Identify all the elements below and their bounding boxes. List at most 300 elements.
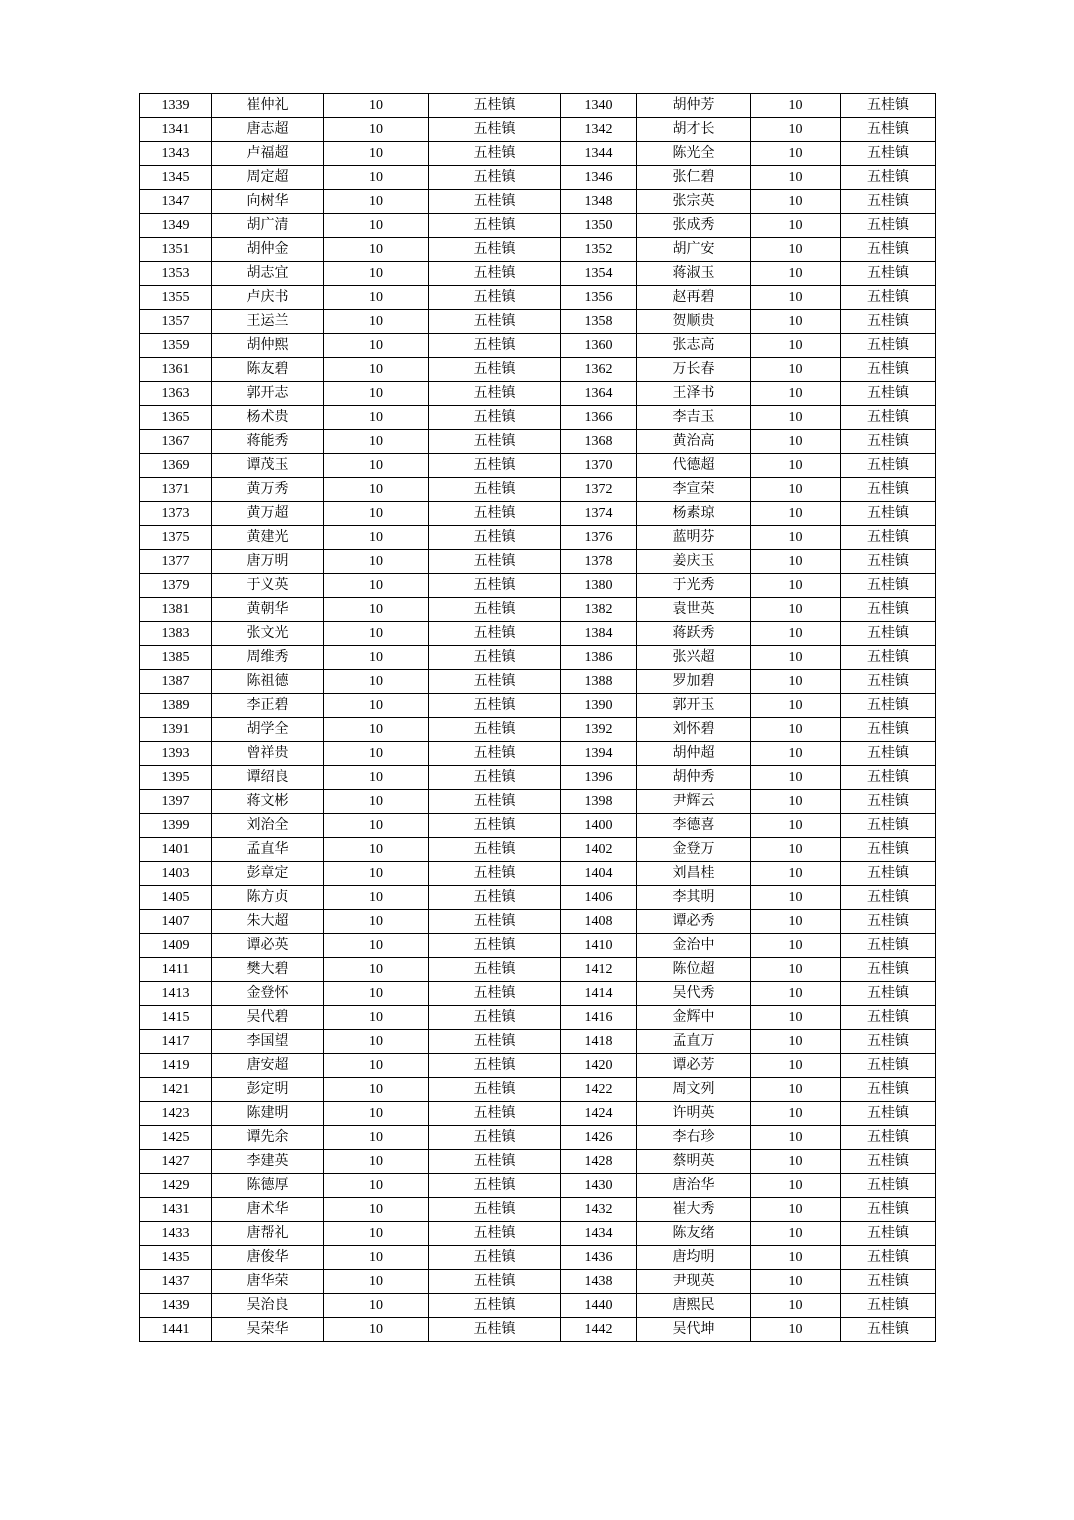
cell-score: 10: [324, 838, 429, 862]
cell-id: 1348: [561, 190, 637, 214]
cell-score: 10: [324, 742, 429, 766]
cell-town: 五桂镇: [841, 742, 936, 766]
cell-name: 郭开玉: [637, 694, 751, 718]
cell-id: 1358: [561, 310, 637, 334]
cell-id: 1398: [561, 790, 637, 814]
cell-town: 五桂镇: [429, 526, 561, 550]
cell-score: 10: [751, 1270, 841, 1294]
cell-id: 1399: [140, 814, 212, 838]
cell-town: 五桂镇: [429, 1150, 561, 1174]
cell-score: 10: [751, 550, 841, 574]
cell-name: 刘昌桂: [637, 862, 751, 886]
cell-score: 10: [324, 214, 429, 238]
cell-score: 10: [751, 1102, 841, 1126]
cell-id: 1421: [140, 1078, 212, 1102]
cell-score: 10: [324, 1294, 429, 1318]
cell-town: 五桂镇: [429, 1198, 561, 1222]
cell-town: 五桂镇: [841, 358, 936, 382]
cell-town: 五桂镇: [429, 310, 561, 334]
cell-score: 10: [751, 574, 841, 598]
cell-score: 10: [751, 1246, 841, 1270]
cell-town: 五桂镇: [429, 982, 561, 1006]
cell-town: 五桂镇: [841, 886, 936, 910]
table-row: [140, 262, 936, 286]
table-row: [140, 1198, 936, 1222]
cell-town: 五桂镇: [841, 118, 936, 142]
cell-id: 1425: [140, 1126, 212, 1150]
cell-town: 五桂镇: [429, 598, 561, 622]
cell-town: 五桂镇: [429, 886, 561, 910]
cell-name: 胡广安: [637, 238, 751, 262]
cell-score: 10: [751, 1078, 841, 1102]
table-row: [140, 502, 936, 526]
cell-town: 五桂镇: [841, 862, 936, 886]
cell-score: 10: [751, 190, 841, 214]
cell-town: 五桂镇: [841, 814, 936, 838]
cell-name: 张仁碧: [637, 166, 751, 190]
cell-id: 1409: [140, 934, 212, 958]
cell-town: 五桂镇: [841, 214, 936, 238]
cell-town: 五桂镇: [429, 550, 561, 574]
table-row: [140, 550, 936, 574]
cell-name: 李建英: [212, 1150, 324, 1174]
table-row: [140, 718, 936, 742]
cell-score: 10: [751, 646, 841, 670]
cell-score: 10: [324, 1318, 429, 1342]
cell-score: 10: [324, 406, 429, 430]
cell-score: 10: [751, 286, 841, 310]
cell-town: 五桂镇: [429, 1006, 561, 1030]
cell-town: 五桂镇: [841, 1102, 936, 1126]
table-row: [140, 214, 936, 238]
cell-score: 10: [751, 790, 841, 814]
cell-name: 曾祥贵: [212, 742, 324, 766]
cell-score: 10: [324, 1126, 429, 1150]
cell-id: 1419: [140, 1054, 212, 1078]
table-row: [140, 94, 936, 118]
cell-name: 胡仲金: [212, 238, 324, 262]
table-row: [140, 1054, 936, 1078]
cell-town: 五桂镇: [429, 334, 561, 358]
table-row: [140, 766, 936, 790]
table-row: [140, 670, 936, 694]
cell-id: 1402: [561, 838, 637, 862]
cell-score: 10: [751, 1318, 841, 1342]
cell-score: 10: [324, 910, 429, 934]
cell-town: 五桂镇: [429, 622, 561, 646]
cell-town: 五桂镇: [841, 1174, 936, 1198]
cell-score: 10: [751, 262, 841, 286]
cell-name: 李吉玉: [637, 406, 751, 430]
cell-score: 10: [324, 502, 429, 526]
cell-id: 1429: [140, 1174, 212, 1198]
cell-name: 孟直华: [212, 838, 324, 862]
cell-id: 1395: [140, 766, 212, 790]
cell-town: 五桂镇: [841, 550, 936, 574]
cell-name: 谭先余: [212, 1126, 324, 1150]
cell-id: 1405: [140, 886, 212, 910]
cell-name: 贺顺贵: [637, 310, 751, 334]
cell-name: 谭绍良: [212, 766, 324, 790]
table-row: [140, 478, 936, 502]
cell-town: 五桂镇: [429, 358, 561, 382]
cell-score: 10: [751, 118, 841, 142]
cell-score: 10: [751, 862, 841, 886]
cell-town: 五桂镇: [841, 958, 936, 982]
cell-id: 1433: [140, 1222, 212, 1246]
cell-score: 10: [324, 694, 429, 718]
cell-town: 五桂镇: [429, 814, 561, 838]
cell-id: 1434: [561, 1222, 637, 1246]
cell-id: 1416: [561, 1006, 637, 1030]
cell-name: 谭必英: [212, 934, 324, 958]
cell-name: 蒋能秀: [212, 430, 324, 454]
cell-score: 10: [324, 1054, 429, 1078]
cell-town: 五桂镇: [841, 574, 936, 598]
cell-town: 五桂镇: [429, 1246, 561, 1270]
cell-score: 10: [751, 1174, 841, 1198]
cell-id: 1417: [140, 1030, 212, 1054]
cell-score: 10: [751, 142, 841, 166]
cell-id: 1439: [140, 1294, 212, 1318]
cell-id: 1359: [140, 334, 212, 358]
cell-name: 姜庆玉: [637, 550, 751, 574]
cell-name: 唐熙民: [637, 1294, 751, 1318]
cell-name: 李右珍: [637, 1126, 751, 1150]
cell-town: 五桂镇: [841, 526, 936, 550]
cell-score: 10: [751, 1054, 841, 1078]
cell-town: 五桂镇: [429, 766, 561, 790]
cell-score: 10: [751, 1006, 841, 1030]
cell-id: 1354: [561, 262, 637, 286]
cell-name: 唐术华: [212, 1198, 324, 1222]
cell-name: 唐治华: [637, 1174, 751, 1198]
cell-score: 10: [751, 334, 841, 358]
cell-id: 1391: [140, 718, 212, 742]
table-row: [140, 166, 936, 190]
cell-name: 罗加碧: [637, 670, 751, 694]
cell-name: 胡仲芳: [637, 94, 751, 118]
cell-score: 10: [324, 766, 429, 790]
cell-score: 10: [324, 646, 429, 670]
cell-town: 五桂镇: [429, 694, 561, 718]
cell-id: 1414: [561, 982, 637, 1006]
cell-town: 五桂镇: [841, 166, 936, 190]
table-row: [140, 358, 936, 382]
cell-score: 10: [324, 262, 429, 286]
table-row: [140, 334, 936, 358]
cell-town: 五桂镇: [429, 118, 561, 142]
cell-id: 1361: [140, 358, 212, 382]
cell-name: 胡才长: [637, 118, 751, 142]
cell-name: 黄建光: [212, 526, 324, 550]
cell-name: 陈光全: [637, 142, 751, 166]
cell-town: 五桂镇: [429, 502, 561, 526]
cell-name: 王泽书: [637, 382, 751, 406]
cell-id: 1352: [561, 238, 637, 262]
cell-id: 1353: [140, 262, 212, 286]
cell-name: 唐安超: [212, 1054, 324, 1078]
cell-name: 刘治全: [212, 814, 324, 838]
cell-town: 五桂镇: [841, 430, 936, 454]
cell-score: 10: [324, 790, 429, 814]
cell-score: 10: [324, 1270, 429, 1294]
cell-id: 1406: [561, 886, 637, 910]
cell-id: 1347: [140, 190, 212, 214]
cell-name: 万长春: [637, 358, 751, 382]
roster-table: [139, 93, 936, 1342]
cell-name: 孟直万: [637, 1030, 751, 1054]
cell-town: 五桂镇: [841, 1198, 936, 1222]
cell-town: 五桂镇: [841, 1246, 936, 1270]
cell-score: 10: [751, 478, 841, 502]
cell-id: 1340: [561, 94, 637, 118]
cell-town: 五桂镇: [429, 670, 561, 694]
cell-name: 谭必秀: [637, 910, 751, 934]
table-row: [140, 790, 936, 814]
cell-name: 张文光: [212, 622, 324, 646]
cell-id: 1346: [561, 166, 637, 190]
cell-score: 10: [751, 310, 841, 334]
cell-id: 1342: [561, 118, 637, 142]
cell-id: 1383: [140, 622, 212, 646]
table-body: [140, 94, 936, 1342]
table-row: [140, 622, 936, 646]
cell-town: 五桂镇: [841, 190, 936, 214]
cell-name: 唐均明: [637, 1246, 751, 1270]
cell-id: 1360: [561, 334, 637, 358]
cell-name: 陈建明: [212, 1102, 324, 1126]
table-row: [140, 382, 936, 406]
cell-score: 10: [324, 334, 429, 358]
cell-id: 1438: [561, 1270, 637, 1294]
cell-score: 10: [751, 238, 841, 262]
cell-town: 五桂镇: [841, 910, 936, 934]
cell-score: 10: [324, 1150, 429, 1174]
cell-name: 胡志宜: [212, 262, 324, 286]
cell-id: 1396: [561, 766, 637, 790]
cell-id: 1436: [561, 1246, 637, 1270]
cell-name: 蒋淑玉: [637, 262, 751, 286]
cell-id: 1379: [140, 574, 212, 598]
cell-town: 五桂镇: [429, 1294, 561, 1318]
cell-name: 唐志超: [212, 118, 324, 142]
cell-town: 五桂镇: [841, 454, 936, 478]
cell-score: 10: [324, 1246, 429, 1270]
cell-score: 10: [324, 1030, 429, 1054]
table-row: [140, 1150, 936, 1174]
cell-score: 10: [751, 358, 841, 382]
cell-id: 1413: [140, 982, 212, 1006]
cell-score: 10: [324, 886, 429, 910]
cell-town: 五桂镇: [841, 646, 936, 670]
cell-id: 1440: [561, 1294, 637, 1318]
cell-name: 吴代秀: [637, 982, 751, 1006]
cell-town: 五桂镇: [429, 1030, 561, 1054]
cell-score: 10: [324, 550, 429, 574]
cell-name: 张宗英: [637, 190, 751, 214]
cell-name: 郭开志: [212, 382, 324, 406]
cell-id: 1380: [561, 574, 637, 598]
cell-score: 10: [324, 286, 429, 310]
cell-id: 1404: [561, 862, 637, 886]
cell-town: 五桂镇: [841, 262, 936, 286]
cell-id: 1390: [561, 694, 637, 718]
cell-name: 谭必芳: [637, 1054, 751, 1078]
cell-name: 张志高: [637, 334, 751, 358]
cell-id: 1341: [140, 118, 212, 142]
cell-id: 1411: [140, 958, 212, 982]
cell-name: 蒋文彬: [212, 790, 324, 814]
cell-id: 1400: [561, 814, 637, 838]
cell-score: 10: [751, 526, 841, 550]
cell-town: 五桂镇: [429, 94, 561, 118]
table-row: [140, 286, 936, 310]
cell-town: 五桂镇: [841, 310, 936, 334]
cell-score: 10: [324, 862, 429, 886]
cell-score: 10: [324, 238, 429, 262]
cell-name: 谭茂玉: [212, 454, 324, 478]
cell-name: 陈祖德: [212, 670, 324, 694]
cell-name: 李正碧: [212, 694, 324, 718]
cell-id: 1351: [140, 238, 212, 262]
cell-name: 李宣荣: [637, 478, 751, 502]
cell-town: 五桂镇: [841, 286, 936, 310]
cell-town: 五桂镇: [841, 718, 936, 742]
table-row: [140, 838, 936, 862]
cell-id: 1362: [561, 358, 637, 382]
cell-name: 吴荣华: [212, 1318, 324, 1342]
cell-name: 陈方贞: [212, 886, 324, 910]
cell-town: 五桂镇: [429, 262, 561, 286]
cell-id: 1345: [140, 166, 212, 190]
cell-name: 胡学全: [212, 718, 324, 742]
cell-id: 1385: [140, 646, 212, 670]
cell-score: 10: [751, 502, 841, 526]
cell-name: 崔大秀: [637, 1198, 751, 1222]
cell-name: 蔡明英: [637, 1150, 751, 1174]
cell-score: 10: [324, 358, 429, 382]
cell-name: 张兴超: [637, 646, 751, 670]
cell-town: 五桂镇: [841, 1030, 936, 1054]
cell-name: 胡仲秀: [637, 766, 751, 790]
cell-name: 杨素琼: [637, 502, 751, 526]
cell-town: 五桂镇: [429, 862, 561, 886]
cell-score: 10: [751, 814, 841, 838]
cell-score: 10: [324, 94, 429, 118]
cell-id: 1386: [561, 646, 637, 670]
cell-id: 1423: [140, 1102, 212, 1126]
cell-id: 1374: [561, 502, 637, 526]
cell-id: 1349: [140, 214, 212, 238]
cell-id: 1412: [561, 958, 637, 982]
cell-score: 10: [324, 190, 429, 214]
cell-id: 1388: [561, 670, 637, 694]
table-row: [140, 1078, 936, 1102]
cell-town: 五桂镇: [429, 142, 561, 166]
cell-town: 五桂镇: [429, 454, 561, 478]
cell-id: 1389: [140, 694, 212, 718]
cell-name: 于光秀: [637, 574, 751, 598]
cell-town: 五桂镇: [841, 982, 936, 1006]
cell-name: 李国望: [212, 1030, 324, 1054]
cell-id: 1356: [561, 286, 637, 310]
cell-id: 1378: [561, 550, 637, 574]
table-row: [140, 142, 936, 166]
table-row: [140, 118, 936, 142]
cell-name: 杨术贵: [212, 406, 324, 430]
cell-town: 五桂镇: [841, 1318, 936, 1342]
cell-score: 10: [751, 1198, 841, 1222]
cell-town: 五桂镇: [429, 646, 561, 670]
cell-score: 10: [324, 982, 429, 1006]
cell-town: 五桂镇: [841, 334, 936, 358]
cell-town: 五桂镇: [841, 406, 936, 430]
cell-town: 五桂镇: [841, 1270, 936, 1294]
cell-score: 10: [324, 142, 429, 166]
cell-score: 10: [751, 838, 841, 862]
cell-score: 10: [324, 1174, 429, 1198]
cell-id: 1427: [140, 1150, 212, 1174]
cell-town: 五桂镇: [429, 238, 561, 262]
cell-name: 张成秀: [637, 214, 751, 238]
table-row: [140, 1318, 936, 1342]
table-row: [140, 910, 936, 934]
cell-town: 五桂镇: [429, 1054, 561, 1078]
table-row: [140, 598, 936, 622]
cell-score: 10: [324, 622, 429, 646]
cell-score: 10: [751, 1294, 841, 1318]
cell-id: 1424: [561, 1102, 637, 1126]
cell-town: 五桂镇: [429, 1222, 561, 1246]
cell-name: 唐俊华: [212, 1246, 324, 1270]
cell-name: 黄万超: [212, 502, 324, 526]
cell-id: 1430: [561, 1174, 637, 1198]
cell-id: 1393: [140, 742, 212, 766]
cell-town: 五桂镇: [841, 694, 936, 718]
cell-score: 10: [324, 958, 429, 982]
cell-score: 10: [324, 670, 429, 694]
cell-id: 1384: [561, 622, 637, 646]
cell-id: 1371: [140, 478, 212, 502]
cell-score: 10: [751, 430, 841, 454]
cell-name: 樊大碧: [212, 958, 324, 982]
cell-id: 1355: [140, 286, 212, 310]
cell-id: 1442: [561, 1318, 637, 1342]
cell-town: 五桂镇: [429, 1102, 561, 1126]
cell-name: 卢福超: [212, 142, 324, 166]
cell-name: 彭定明: [212, 1078, 324, 1102]
cell-score: 10: [324, 310, 429, 334]
cell-name: 黄治高: [637, 430, 751, 454]
table-row: [140, 934, 936, 958]
cell-name: 吴代坤: [637, 1318, 751, 1342]
cell-id: 1343: [140, 142, 212, 166]
cell-town: 五桂镇: [429, 1270, 561, 1294]
table-row: [140, 190, 936, 214]
cell-id: 1364: [561, 382, 637, 406]
cell-town: 五桂镇: [841, 94, 936, 118]
table-row: [140, 742, 936, 766]
cell-score: 10: [324, 934, 429, 958]
cell-name: 金治中: [637, 934, 751, 958]
cell-id: 1375: [140, 526, 212, 550]
cell-id: 1428: [561, 1150, 637, 1174]
cell-id: 1426: [561, 1126, 637, 1150]
cell-name: 尹辉云: [637, 790, 751, 814]
cell-name: 黄朝华: [212, 598, 324, 622]
cell-town: 五桂镇: [841, 382, 936, 406]
